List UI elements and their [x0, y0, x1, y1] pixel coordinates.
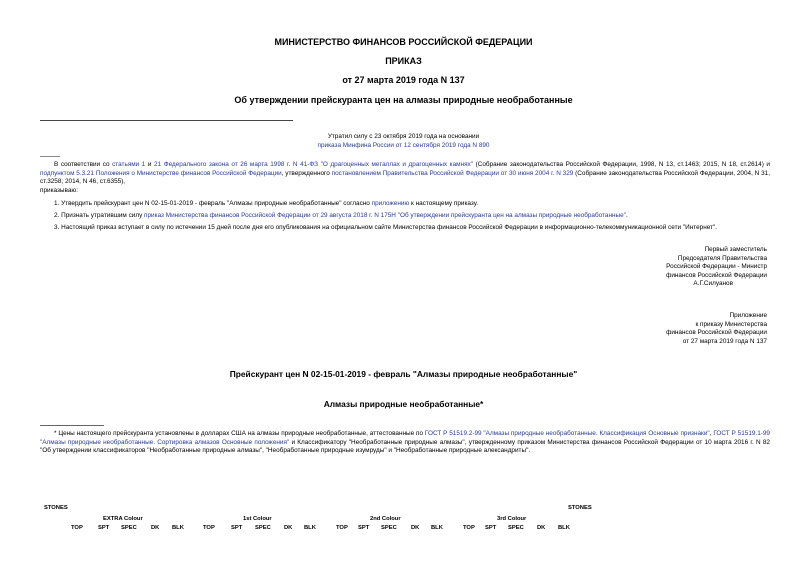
- footnote: [40, 430, 770, 456]
- doc-type-heading: ПРИКАЗ: [385, 56, 422, 66]
- repeal-order-link[interactable]: приказа Минфина России от 12 сентября 2019 года N 890: [317, 142, 490, 149]
- group-1st-colour: 1st Colour: [243, 516, 272, 522]
- group-3rd-colour: 3rd Colour: [497, 516, 527, 522]
- stones-label-right: STONES: [568, 505, 592, 511]
- item-3: 3. Настоящий приказ вступает в силу по истечении 15 дней после дня его опубликования на официальном сайте Министерства финансов Российской Федерации в информационно-телекоммуникационной сети "Интернет".: [54, 224, 718, 231]
- footnote-text-2: ,: [709, 430, 714, 437]
- column-header: DK: [151, 525, 160, 531]
- gost-51519-2-link[interactable]: ГОСТ Р 51519.2-99 "Алмазы природные необработанные. Классификация Основные признаки": [424, 430, 710, 437]
- column-header: BLK: [431, 525, 443, 531]
- title-divider: [40, 120, 293, 121]
- status-link-row: [0, 142, 807, 151]
- regulation-link[interactable]: подпунктом 5.3.21 Положения о Министерстве финансов Российской Федерации: [40, 169, 282, 177]
- item-1-end: к настоящему приказу.: [409, 200, 479, 207]
- preamble-text-5: (Собрание законодательства Российской Федерации, 2004, N 31, ст.3258; 2014, N 46, ст.6355),: [40, 169, 770, 186]
- preamble-text-2: и: [145, 161, 155, 168]
- document-title: Об утверждении прейскуранта цен на алмазы природные необработанные: [234, 95, 573, 105]
- footnote-text-3: и Классификатору "Необработанные природные алмазы", утвержденному приказом Министерства финансов Российской Федерации от 10 марта 2016 г. N 82 "Об утверждении классификаторов "Необработанные природные алмазы", "Необработанные природные изумруды" и "Необработанные природные александриты".: [40, 438, 770, 455]
- preamble-text-4: , утвержденного: [281, 169, 332, 177]
- item-2-text: 2. Признать утратившим силу: [54, 212, 145, 219]
- status-line: Утратил силу с 23 октября 2019 года на основании: [327, 133, 480, 140]
- ministry-heading: МИНИСТЕРСТВО ФИНАНСОВ РОССИЙСКОЙ ФЕДЕРАЦИИ: [274, 37, 533, 47]
- government-decree-link[interactable]: постановлением Правительства Российской Федерации от 30 июня 2004 г. N 329: [331, 169, 574, 177]
- preamble-text-3: (Собрание законодательства Российской Федерации, 1998, N 13, ст.1463; 2015, N 18, ст.2614) и: [473, 161, 770, 168]
- column-header: DK: [284, 525, 293, 531]
- column-header: SPT: [98, 525, 110, 531]
- column-header: DK: [411, 525, 420, 531]
- price-table-header: [0, 505, 807, 535]
- footnote-divider: [40, 425, 104, 426]
- gost-51519-1-link[interactable]: ГОСТ Р 51519.1-99 "Алмазы природные необработанные. Сортировка алмазов Основные положения": [40, 430, 770, 446]
- appendix-link[interactable]: приложению: [371, 200, 410, 207]
- signature-line: Председателя Правительства: [677, 254, 767, 262]
- price-list-title: Прейскурант цен N 02-15-01-2019 - февраль "Алмазы природные необработанные": [229, 369, 578, 379]
- item-1: [40, 200, 770, 209]
- item-2-end: .: [625, 212, 628, 219]
- column-header: SPT: [358, 525, 370, 531]
- appendix-line: Приложение: [729, 312, 767, 319]
- column-header: SPT: [485, 525, 497, 531]
- group-2nd-colour: 2nd Colour: [370, 516, 401, 522]
- old-order-link[interactable]: приказ Министерства финансов Российской Федерации от 29 августа 2018 г. N 175Н "Об утверждении прейскуранта цен на алмазы природные необработанные": [144, 212, 626, 219]
- status-divider: [40, 156, 60, 157]
- appendix-block: [666, 312, 767, 346]
- preamble-paragraph: [40, 161, 770, 187]
- price-list-subtitle: Алмазы природные необработанные*: [323, 399, 484, 409]
- column-header: TOP: [463, 525, 475, 531]
- group-extra-colour: EXTRA Colour: [103, 516, 143, 522]
- signature-block: [666, 246, 767, 289]
- signature-line: финансов Российской Федерации: [666, 271, 767, 279]
- article-1-link[interactable]: статьями 1: [112, 161, 146, 168]
- column-header: SPT: [231, 525, 243, 531]
- federal-law-link[interactable]: 21 Федерального закона от 26 марта 1998 г. N 41-ФЗ "О драгоценных металлах и драгоценных камнях": [154, 161, 474, 168]
- signatory-name: А.Г.Силуанов: [693, 280, 733, 288]
- column-header: BLK: [172, 525, 184, 531]
- column-header: TOP: [336, 525, 348, 531]
- column-header: SPEC: [508, 525, 524, 531]
- appendix-line: к приказу Министерства: [695, 320, 767, 328]
- item-2: [40, 212, 770, 221]
- date-number-heading: от 27 марта 2019 года N 137: [342, 75, 465, 85]
- column-header: SPEC: [121, 525, 137, 531]
- item-1-text: 1. Утвердить прейскурант цен N 02-15-01-2019 - февраль "Алмазы природные необработанные" согласно: [54, 200, 372, 207]
- stones-label-left: STONES: [44, 505, 68, 511]
- column-header: SPEC: [381, 525, 397, 531]
- appendix-line: от 27 марта 2019 года N 137: [682, 337, 767, 345]
- signature-line: Первый заместитель: [704, 246, 767, 253]
- column-header: DK: [537, 525, 546, 531]
- column-header: SPEC: [255, 525, 271, 531]
- column-header: BLK: [558, 525, 570, 531]
- order-word: приказываю:: [40, 187, 78, 194]
- signature-line: Российской Федерации - Министр: [666, 263, 767, 271]
- column-header: TOP: [71, 525, 83, 531]
- column-header: BLK: [304, 525, 316, 531]
- column-header: TOP: [203, 525, 215, 531]
- preamble-text-1: В соответствии со: [54, 161, 113, 168]
- footnote-text-1: * Цены настоящего прейскуранта установлены в долларах США на алмазы природные необработанные, аттестованные по: [54, 430, 425, 437]
- appendix-line: финансов Российской Федерации: [666, 329, 767, 337]
